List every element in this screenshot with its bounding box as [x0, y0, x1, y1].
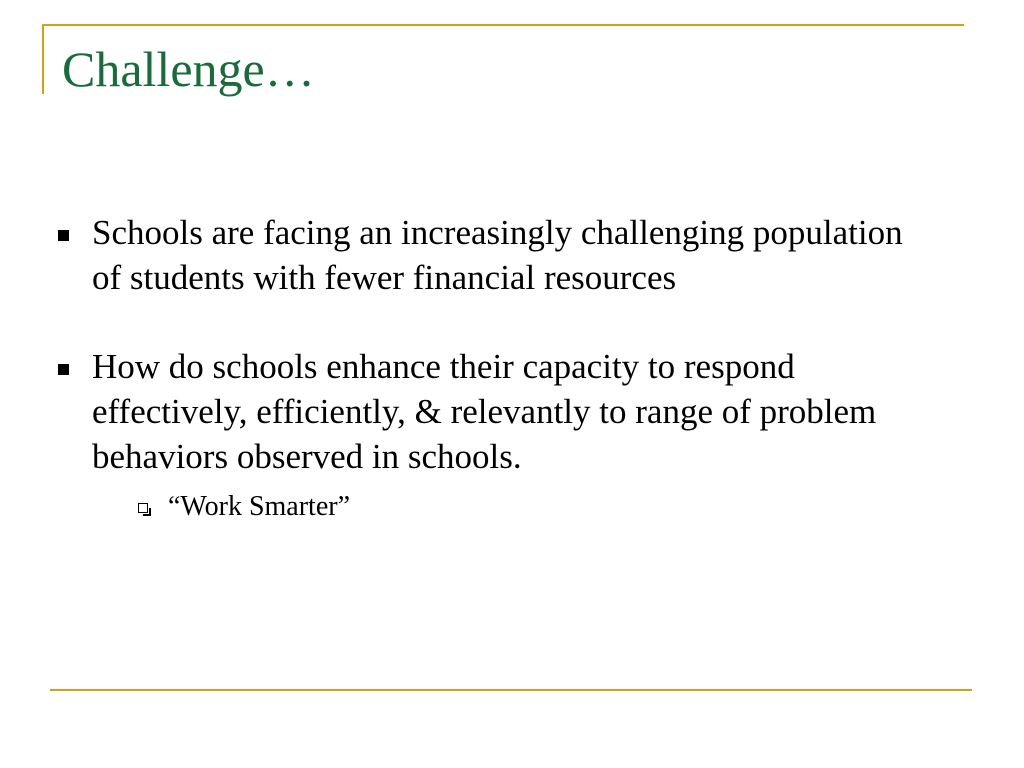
- bullet-item: [52, 344, 912, 525]
- sub-bullet-item: [92, 489, 912, 525]
- slide-title: Challenge…: [62, 41, 315, 97]
- bullet-text: How do schools enhance their capacity to respond effectively, efficiently, & relevantly to range of problem behaviors observed in schools.: [92, 347, 877, 476]
- slide-body: [52, 210, 912, 525]
- top-accent-rule: [42, 24, 964, 26]
- hollow-square-bullet-icon: [138, 503, 148, 513]
- filled-square-bullet-icon: [58, 364, 69, 375]
- filled-square-bullet-icon: [58, 230, 69, 241]
- left-accent-rule: [42, 24, 44, 94]
- footer-rule: [50, 689, 972, 691]
- bullet-text: Schools are facing an increasingly challenging population of students with fewer financial resources: [92, 213, 903, 297]
- bullet-item: [52, 210, 912, 300]
- sub-bullet-text: “Work Smarter”: [168, 491, 350, 522]
